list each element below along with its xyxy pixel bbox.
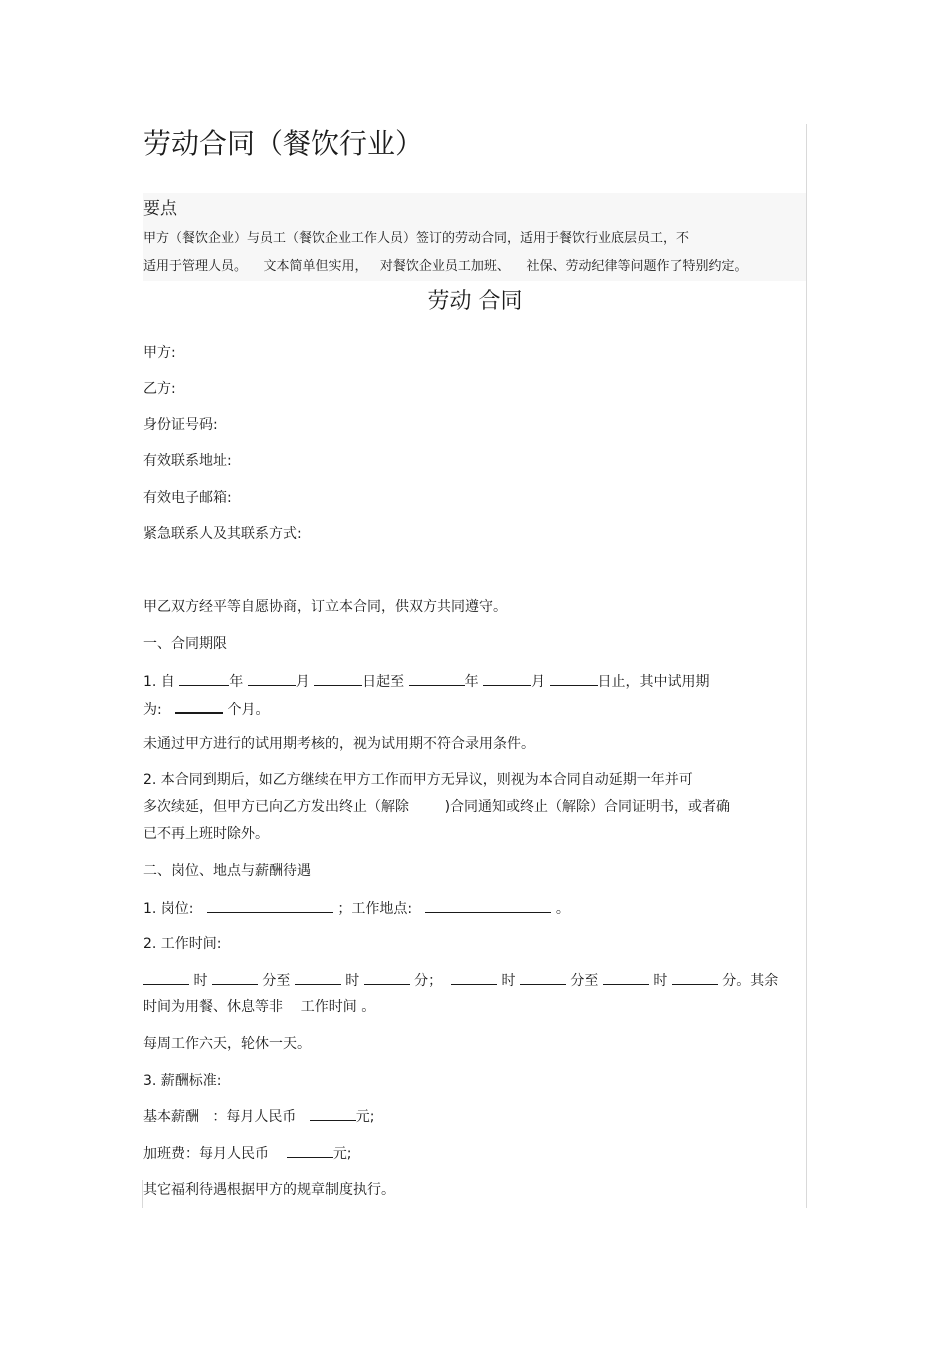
- position-blank[interactable]: [207, 897, 333, 913]
- shift2-start-hour-blank[interactable]: [451, 969, 497, 985]
- salary-standard-label: 3. 薪酬标准:: [143, 1073, 222, 1089]
- summary-line-2: 适用于管理人员。 文本简单但实用， 对餐饮企业员工加班、 社保、劳动纪律等问题作了特别约定。: [143, 259, 748, 274]
- address-field: 有效联系地址:: [143, 453, 232, 469]
- schedule-hour-4: 时: [648, 973, 672, 989]
- party-b-field: 乙方:: [143, 381, 176, 397]
- contract-title: 劳动 合同: [427, 289, 523, 314]
- email-field: 有效电子邮箱:: [143, 490, 232, 506]
- term-text-end-month: 月: [531, 674, 550, 690]
- location-blank[interactable]: [425, 897, 551, 913]
- base-salary-suffix: 元;: [355, 1109, 375, 1125]
- end-day-blank[interactable]: [550, 670, 598, 686]
- probation-suffix: 个月。: [223, 702, 270, 718]
- term-clause-line-1: [143, 670, 710, 693]
- position-line: [143, 897, 570, 920]
- schedule-hour-2: 时: [340, 973, 364, 989]
- schedule-line-1: [143, 969, 778, 992]
- document-title: 劳动合同（餐饮行业）: [143, 127, 424, 160]
- overtime-blank[interactable]: [287, 1142, 333, 1158]
- renewal-clause-line-2: 多次续延，但甲方已向乙方发出终止（解除 )合同通知或终止（解除）合同证明书，或者确: [143, 799, 731, 815]
- probation-months-blank[interactable]: [175, 697, 223, 714]
- term-text-end-year: 年: [464, 674, 484, 690]
- start-year-blank[interactable]: [179, 670, 229, 686]
- term-text-day-to: 日起至: [362, 674, 409, 690]
- base-salary-line: [143, 1105, 374, 1128]
- section-2-heading: 二、岗位、地点与薪酬待遇: [143, 863, 311, 879]
- other-benefits-note: 其它福利待遇根据甲方的规章制度执行。: [143, 1182, 395, 1198]
- overtime-line: [143, 1142, 352, 1165]
- term-text-start: 1. 自: [143, 674, 180, 690]
- shift1-end-hour-blank[interactable]: [295, 969, 341, 985]
- overtime-prefix: 加班费：每月人民币: [143, 1146, 287, 1162]
- shift1-end-minute-blank[interactable]: [364, 969, 410, 985]
- shift2-end-hour-blank[interactable]: [603, 969, 649, 985]
- schedule-hour-3: 时: [497, 973, 520, 989]
- term-text-end: 日止，其中试用期: [597, 674, 710, 690]
- end-month-blank[interactable]: [483, 670, 531, 686]
- base-salary-prefix: 基本薪酬 ：每月人民币: [143, 1109, 310, 1125]
- term-text-month: 月: [295, 674, 315, 690]
- position-line-end: 。: [551, 901, 570, 917]
- position-label: 1. 岗位:: [143, 901, 207, 917]
- work-week-note: 每周工作六天，轮休一天。: [143, 1036, 311, 1052]
- probation-prefix: 为:: [143, 702, 176, 718]
- start-month-blank[interactable]: [248, 670, 296, 686]
- term-clause-line-2: [143, 697, 270, 721]
- overtime-suffix: 元;: [332, 1146, 352, 1162]
- preamble: 甲乙双方经平等自愿协商，订立本合同，供双方共同遵守。: [143, 599, 507, 615]
- shift2-end-minute-blank[interactable]: [672, 969, 718, 985]
- schedule-hour-1: 时: [189, 973, 212, 989]
- term-text-year: 年: [229, 674, 248, 690]
- summary-heading: 要点: [143, 199, 177, 219]
- start-day-blank[interactable]: [314, 670, 362, 686]
- probation-note: 未通过甲方进行的试用期考核的，视为试用期不符合录用条件。: [143, 736, 535, 752]
- end-year-blank[interactable]: [409, 670, 465, 686]
- schedule-minute-3: 分至: [565, 973, 603, 989]
- party-a-field: 甲方:: [143, 345, 176, 361]
- schedule-minute-4: 分。其余: [717, 973, 779, 989]
- emergency-contact-field: 紧急联系人及其联系方式:: [143, 526, 302, 542]
- schedule-minute-1: 分至: [257, 973, 295, 989]
- id-number-field: 身份证号码:: [143, 417, 218, 433]
- section-1-heading: 一、合同期限: [143, 636, 227, 652]
- summary-line-1: 甲方（餐饮企业）与员工（餐饮企业工作人员）签订的劳动合同，适用于餐饮行业底层员工，不: [143, 231, 690, 246]
- schedule-minute-2: 分；: [409, 973, 452, 989]
- shift1-start-hour-blank[interactable]: [143, 969, 189, 985]
- work-hours-label: 2. 工作时间:: [143, 936, 222, 952]
- renewal-clause-line-3: 已不再上班时除外。: [143, 826, 269, 842]
- base-salary-blank[interactable]: [310, 1105, 356, 1121]
- schedule-line-2: 时间为用餐、休息等非 工作时间 。: [143, 999, 376, 1015]
- renewal-clause-line-1: 2. 本合同到期后，如乙方继续在甲方工作而甲方无异议，则视为本合同自动延期一年并可: [143, 772, 693, 788]
- shift1-start-minute-blank[interactable]: [212, 969, 258, 985]
- shift2-start-minute-blank[interactable]: [520, 969, 566, 985]
- location-label: ；工作地点:: [332, 901, 426, 917]
